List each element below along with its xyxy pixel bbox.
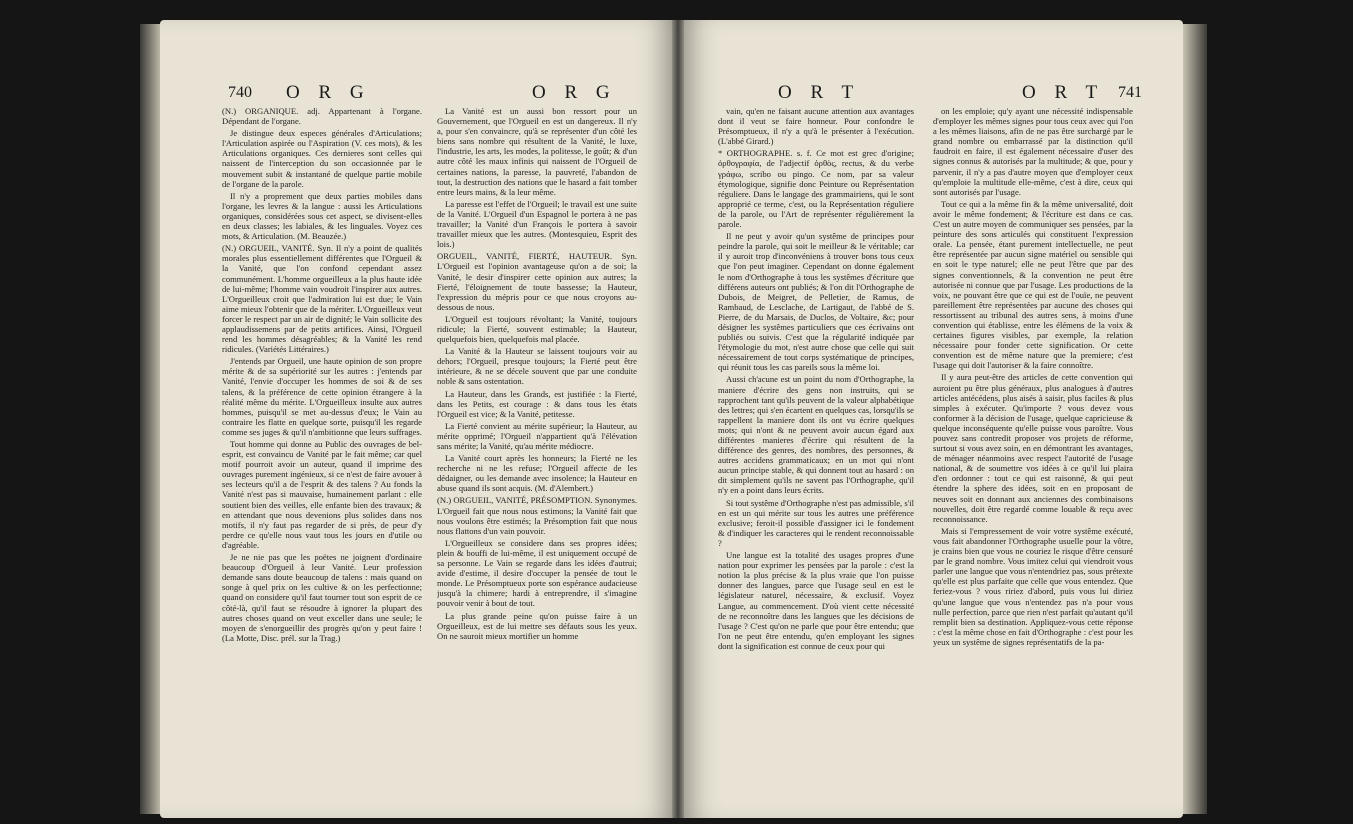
paragraph: La plus grande peine qu'on puisse faire à un Orgueilleux, est de lui mettre ses défauts sous les yeux. On ne sauroit mieux mortifier un homme <box>437 610 637 641</box>
paragraph: Il y aura peut-être des articles de cette convention qui auroient pu être plus généraux, plus analogues à d'autres articles antécédens, plus aisés à saisir, plus faciles & plus simples à exécuter. Qu'importe ? vous devez vous conformer à la décision de l'usage, quelque capricieuse & quelque inconséquente qu'elle puisse vous paroître. Vous pouvez sans contredit proposer vos projets de réforme, surtout si vous avez soin, en en démontrant les avantages, de ménager néanmoins avec respect l'autorité de l'usage national, & de soumettre vos idées à ce qu'il lui plaira d'en ordonner : tout ce qui est raisonné, & qui peut étendre la sphere des idées, soit en en proposant de neuves soit en donnant aux anciennes des combinaisons nouvelles, doit être regardé comme louable & reçu avec reconnoissance. <box>933 372 1133 524</box>
paragraph: La paresse est l'effet de l'Orgueil; le travail est une suite de la Vanité. L'Orgueil d'un Espagnol le portera à ne pas travailler; la Vanité d'un François le portera à savoir travailler mieux que les autres. (Montesquieu, Esprit des lois.) <box>437 198 637 250</box>
right-page-column-2 <box>933 106 1133 714</box>
paragraph: vain, qu'en ne faisant aucune attention aux avantages dont il veut se faire honneur. Pour confondre le Présomptueux, il n'y a qu'à le présenter à l'exécution. (L'abbé Girard.) <box>718 106 914 147</box>
paragraph: La Fierté convient au mérite supérieur; la Hauteur, au mérite opprimé; l'Orgueil n'appartient qu'à l'élévation sans mérite; la Vanité, qu'au mérite médiocre. <box>437 420 637 451</box>
paragraph: Mais si l'empressement de voir votre systême exécuté, vous fait abandonner l'Orthographe usuelle pour la vôtre, je crains bien que vous ne couriez le risque d'être censuré par le grand nombre. Vous imitez celui qui viendroit vous parler une langue que vous n'entendriez pas, sous prétexte qu'elle est plus parfaite que celle que vous entendez. Que feriez-vous ? vous ririez d'abord, puis vous lui diriez qu'une langue que vous n'entendez pas n'a pour vous nulle perfection, parce que rien n'est parfait qu'autant qu'il remplit bien sa destination. Appliquez-vous cette réponse : c'est la même chose en fait d'Orthographe : c'est pour les yeux un systême de signes représentatifs de la pa- <box>933 525 1133 647</box>
paragraph: Aussi ch'acune est un point du nom d'Orthographe, la maniere d'écrire des gens non instruits, qui se rapprochent tant qu'ils peuvent de la valeur alphabétique des lettres; qui s'en écartent en quelques cas, lorsqu'ils se rappellent la maniere dont ils ont vu écrire quelques mots; qui n'ont & ne peuvent avoir aucun égard aux différentes manieres d'écrire qui résultent de la différence des genres, des nombres, des personnes, & autres accidens grammaticaux; en un mot qui n'ont aucun principe stable, & qui donnent tout au hasard : on dit simplement qu'ils ne savent pas l'Orthographe, qu'il n'y en a point dans leurs écrits. <box>718 374 914 496</box>
paragraph: Je distingue deux especes générales d'Articulations; l'Articulation aspirée ou l'Aspiration (V. ces mots), & les Articulations organiques. Ces dernieres sont celles qui naissent de l'interception du son occasionnée par le mouvement subit & instantané de quelque partie mobile de l'organe de la parole. <box>222 128 422 189</box>
paragraph: Tout ce qui a la même fin & la même universalité, doit avoir le même fondement; & l'écriture est dans ce cas. C'est un autre moyen de communiquer ses pensées, par la peinture des sons articulés qui constituent l'expression orale. La pensée, étant purement intellectuelle, ne peut être représentée par aucun signe matériel ou sensible qui en soit le type naturel; elle ne peut l'être que par des signes conventionnels, & la convention ne peut être autorisée ni connue que par l'usage. Les productions de la voix, ne pouvant être que ce qui est de l'ouïe, ne peuvent pareillement être représentées par aucune des choses qui ressortissent au tribunal des autres sens, à moins d'une convention qui établisse, entre les élémens de la voix & certaines figures visibles, par exemple, la relation nécessaire pour fonder cette signification. Or cette convention est de même nature que la premiere; c'est l'usage qui doit l'autoriser & la faire connoître. <box>933 198 1133 371</box>
right-page <box>678 20 1183 818</box>
paragraph: La Hauteur, dans les Grands, est justifiée : la Fierté, dans les Petits, est courage : & dans tous les états l'Orgueil est vice; & la Vanité, petitesse. <box>437 388 637 419</box>
paragraph: Une langue est la totalité des usages propres d'une nation pour exprimer les pensées par la parole : c'est la notion la plus précise & la plus vraie que l'on puisse donner des langues, parce que l'usage seul en est le législateur naturel, nécessaire, & exclusif. Voyez Langue, au commencement. D'où vient cette nécessité de ne reconnoître dans les langues que les décisions de l'usage ? C'est qu'on ne parle que pour être entendu; que l'on ne peut être entendu, qu'en employant les signes dont la signification est connue de ceux pour qui <box>718 550 914 651</box>
book-gutter <box>672 20 684 818</box>
paragraph: ORGUEIL, VANITÉ, FIERTÉ, HAUTEUR. Syn. L'Orgueil est l'opinion avantageuse qu'on a de soi; la Vanité, le desir d'inspirer cette opinion aux autres; la Fierté, l'éloignement de toute bassesse; la Hauteur, l'expression du mépris pour ce que nous croyons au-dessous de nous. <box>437 251 637 312</box>
left-running-head-2: O R G <box>532 82 617 103</box>
paragraph: (N.) ORGUEIL, VANITÉ, PRÉSOMPTION. Synonymes. L'Orgueil fait que nous nous estimons; la Vanité fait que nous voulons être estimés; la Présomption fait que nous nous flattons d'un vain pouvoir. <box>437 495 637 536</box>
right-page-number: 741 <box>1118 84 1142 101</box>
right-page-column-1 <box>718 106 914 714</box>
left-page-number: 740 <box>228 84 252 101</box>
paragraph: Je ne nie pas que les poëtes ne joignent d'ordinaire beaucoup d'Orgueil à leur Vanité. Leur profession demande sans doute beaucoup de talens : mais quand on songe à quel prix on les cultive & on les perfectionne; quand on considere qu'il faut tourner tout son esprit de ce côté-là, qu'il faut se résoudre à ignorer la plupart des autres choses quand on veut exceller dans une seule; le moyen de s'enorgueillir des progrès qu'on y peut faire ! (La Motte, Disc. prél. sur la Trag.) <box>222 552 422 643</box>
paragraph: J'entends par Orgueil, une haute opinion de son propre mérite & de sa supériorité sur les autres : j'entends par Vanité, l'envie d'occuper les hommes de soi & de ses talens, & la préférence de cette opinion étrangere à la réalité même du mérite. L'Orgueilleux insulte aux autres hommes, puisqu'il se met au-dessus d'eux; le Vain au contraire les flatte en quelque sorte, puisqu'il les regarde comme ses juges & qu'il n'ambitionne que leurs suffrages. <box>222 356 422 437</box>
left-running-head-1: O R G <box>286 82 371 103</box>
paragraph: Tout homme qui donne au Public des ouvrages de bel-esprit, est convaincu de Vanité par le fait même; car quel motif pourroit avoir un auteur, quand il imprime des ouvrages purement ingénieux, si ce n'est de faire avouer à ses lecteurs qu'il a de l'esprit & des talens ? Au fonds la Vanité n'est pas si mauvaise, humainement parlant : elle soutient bien des veilles, elle enfante bien des travaux; & en attendant que nous devenions plus solides dans nos motifs, il n'y faut pas regarder de si près, de peur d'y perdre ce qu'elle nous vaut tous les jours en d'utile ou d'agréable. <box>222 439 422 550</box>
paragraph: on les emploie; qu'y ayant une nécessité indispensable d'employer les mêmes signes pour tous ceux avec qui l'on a les mêmes liaisons, afin de ne pas être surchargé par le grand nombre ou embarrassé par la distinction qu'il faudroit en faire, il est également nécessaire d'user des signes connus & autorisés par la multitude; & que, pour y parvenir, il n'y a pas d'autre moyen que d'employer ceux qu'emploie la multitude elle-même, c'est à dire, ceux qui sont autorisés par l'usage. <box>933 106 1133 197</box>
paragraph: Il ne peut y avoir qu'un systême de principes pour peindre la parole, qui soit le meilleur & le véritable; car il y auroit trop d'inconvéniens à trouver bons tous ceux que l'on peut imaginer. Cependant on donne également le nom d'Orthographe à tous les systêmes d'écriture que différens auteurs ont publiés; & l'on dit l'Orthographe de Dubois, de Meigret, de Pelletier, de Ramus, de Rambaud, de Lesclache, de Lartigaut, de l'abbé de S. Pierre, de du Marsais, de Duclos, de Voltaire, &c; pour désigner les systêmes particuliers que ces écrivains ont publiés ou suivis. C'est que la régularité indiquée par l'étymologie du mot, n'est autre chose que celle qui suit nécessairement de tout corps systématique de principes, qui réunit tous les cas pareils sous la même loi. <box>718 231 914 373</box>
paragraph: Si tout systême d'Orthographe n'est pas admissible, s'il en est un qui mérite sur tous les autres une préférence exclusive; feroit-il possible d'assigner ici le fondement & d'indiquer les caracteres qui le rendent reconnoissable ? <box>718 497 914 548</box>
paragraph: La Vanité est un aussi bon ressort pour un Gouvernement, que l'Orgueil en est un dangereux. Il n'y a, pour s'en convaincre, qu'à se représenter d'un côté les biens sans nombre qui résultent de la Vanité, le luxe, l'industrie, les arts, les modes, la politesse, le goût; & d'un autre côté les maux infinis qui naissent de l'Orgueil de certaines nations, la paresse, la pauvreté, l'abandon de tout, la destruction des nations que le hasard a fait tomber entre leurs mains, & la leur même. <box>437 106 637 197</box>
paragraph: La Vanité & la Hauteur se laissent toujours voir au dehors; l'Orgueil, presque toujours; la Fierté peut être intérieure, & ne se décele souvent que par une conduite noble & sans ostentation. <box>437 346 637 387</box>
paragraph: (N.) ORGUEIL, VANITÉ. Syn. Il n'y a point de qualités morales plus essentiellement différentes que l'Orgueil & la Vanité, que l'on confond cependant assez communément. L'homme orgueilleux a la plus haute idée de lui-même; l'homme vain voudroit l'inspirer aux autres. L'Orgueilleux croit que l'admiration lui est due; le Vain aime mieux l'obtenir que de la mériter. L'Orgueilleux veut forcer le respect par un air de dignité; le Vain sollicite des applaudissemens par de petits artifices. Ainsi, l'Orgueil rend les hommes désagréables; & la Vanité les rend ridicules. (Variétés Littéraires.) <box>222 243 422 355</box>
right-running-head-2: O R T <box>1022 82 1105 103</box>
left-page-column-1 <box>222 106 422 714</box>
right-running-head-1: O R T <box>778 82 861 103</box>
paragraph: * ORTHOGRAPHE. s. f. Ce mot est grec d'origine; ὀρθογραφία, de l'adjectif ὀρθὸς, rectus, & du verbe γράφω, scribo ou pingo. Ce nom, par sa valeur étymologique, signifie donc Peinture ou Représentation réguliere. Dans le langage des grammairiens, qui le sont approprié ce terme, c'est, ou la Représentation réguliere de la parole, ou l'Art de représenter régulièrement la parole. <box>718 148 914 230</box>
paragraph: L'Orgueilleux se considere dans ses propres idées; plein & bouffi de lui-même, il est uniquement occupé de sa personne. Le Vain se regarde dans les idées d'autrui; avide d'estime, il desire d'occuper la pensée de tout le monde. Le Présomptueux porte son espérance audacieuse jusqu'à la chimere; hardi à entreprendre, il s'imagine pouvoir venir à bout de tout. <box>437 537 637 609</box>
paragraph: (N.) ORGANIQUE. adj. Appartenant à l'organe. Dépendant de l'organe. <box>222 106 422 127</box>
left-page-edges <box>140 24 162 814</box>
left-page <box>160 20 678 818</box>
paragraph: L'Orgueil est toujours révoltant; la Vanité, toujours ridicule; la Fierté, souvent estimable; la Hauteur, quelquefois bien, quelquefois mal placée. <box>437 313 637 345</box>
paragraph: Il n'y a proprement que deux parties mobiles dans l'organe, les levres & la langue : aussi les Articulations organiques, considérées sous cet aspect, se divisent-elles en deux classes; les labiales, & les linguales. Voyez ces mots, & Articulation. (M. Beauzée.) <box>222 190 422 242</box>
right-page-edges <box>1183 24 1207 814</box>
left-page-column-2 <box>437 106 637 714</box>
paragraph: La Vanité court après les honneurs; la Fierté ne les recherche ni ne les refuse; l'Orgueil affecte de les dédaigner, ou les demande avec insolence; la Hauteur en abuse quand ils sont acquis. (M. d'Alembert.) <box>437 453 637 494</box>
